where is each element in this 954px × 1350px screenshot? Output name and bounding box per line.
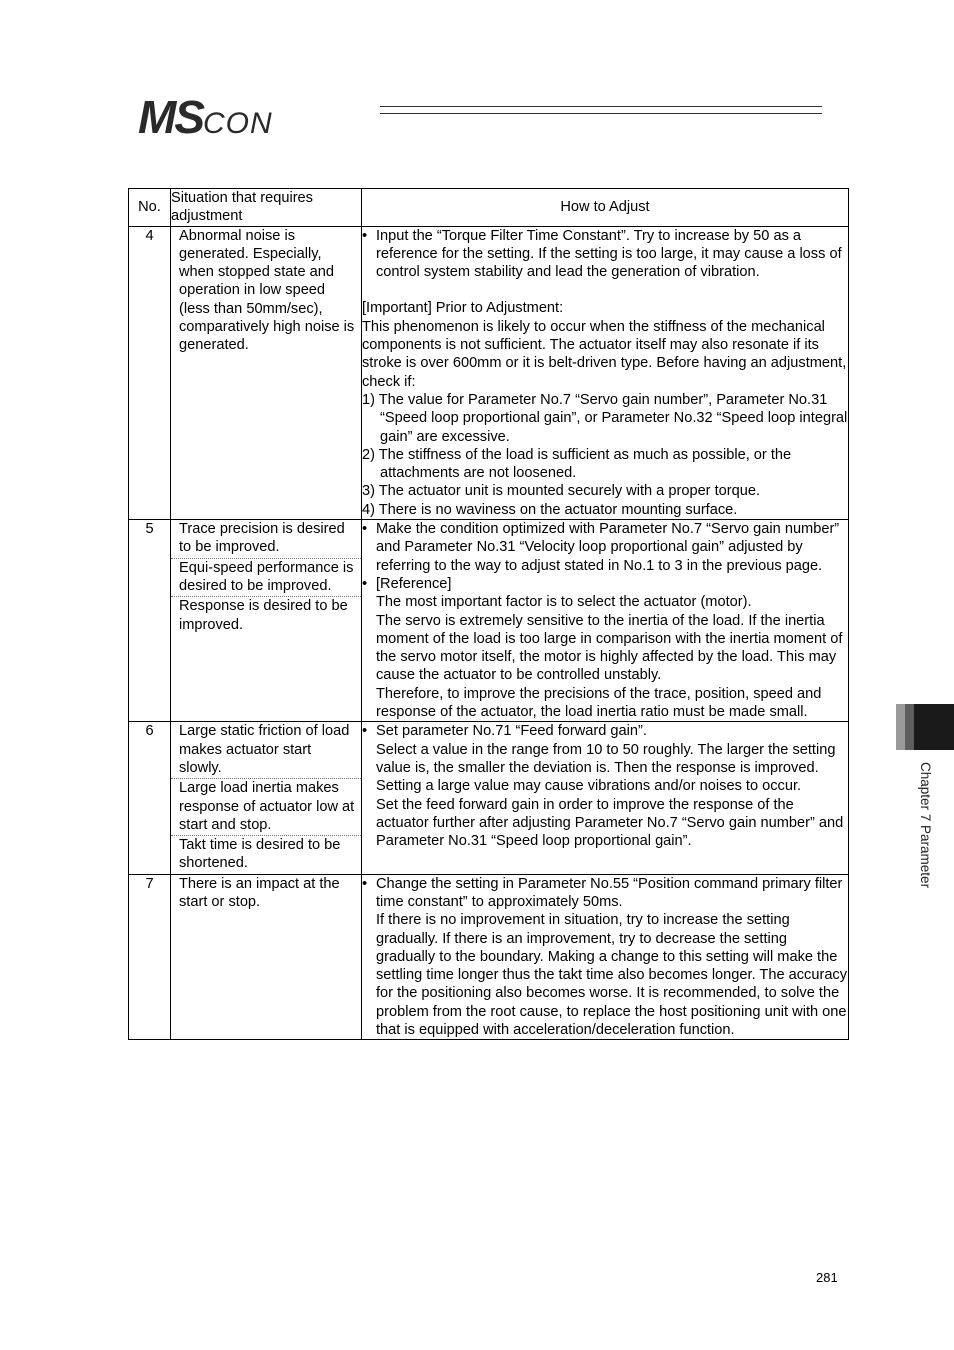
adjust-bullet: • Make the condition optimized with Parameter No.7 “Servo gain number” and Parameter No.31 “Velocity loop proportional gain” adjusted by referring to the way to adjust stated in No.1 to 3 in the previous page. — [362, 520, 848, 575]
situation-text: Large load inertia makes response of actuator low at start and stop. — [171, 778, 361, 835]
reference-line: The most important factor is to select the actuator (motor). — [376, 594, 752, 611]
situation-text: Trace precision is desired to be improved. — [179, 521, 345, 556]
important-title: [Important] Prior to Adjustment: — [362, 300, 564, 317]
situation-text: There is an impact at the start or stop. — [179, 875, 340, 910]
logo-ms: MS — [138, 91, 203, 143]
row-number: 5 — [129, 520, 171, 722]
situation-text: Abnormal noise is generated. Especially, when stopped state and operation in low speed (less than 50mm/sec), comparatively high noise is generated. — [179, 227, 355, 354]
situation-cell — [171, 226, 362, 519]
adjust-bullet: • Set parameter No.71 “Feed forward gain”. — [362, 722, 848, 740]
reference-title: • [Reference] — [376, 575, 452, 592]
row-number: 6 — [129, 722, 171, 874]
how-to-adjust-cell — [362, 722, 849, 874]
important-text: This phenomenon is likely to occur when the stiffness of the mechanical components is not sufficient. The actuator itself may also resonate if its stroke is over 600mm or it is belt-driven type. Before having an adjustment, check if: — [362, 318, 847, 390]
table-row — [129, 722, 849, 874]
situation-cell — [171, 722, 362, 874]
header-no: No. — [129, 189, 171, 227]
reference-line: The servo is extremely sensitive to the inertia of the load. If the inertia moment of the load is too large in comparison with the inertia moment of the servo motor itself, the motor is highly affected by the load. This may cause the actuator to be controlled unstably. — [376, 612, 843, 684]
row-number: 4 — [129, 226, 171, 519]
table-row — [129, 520, 849, 722]
chapter-tab-marker — [896, 704, 954, 750]
adjust-line: Set the feed forward gain in order to improve the response of the actuator further after adjusting Parameter No.7 “Servo gain number” and Parameter No.31 “Speed loop proportional gain”. — [376, 796, 844, 850]
adjust-line: Select a value in the range from 10 to 50 roughly. The larger the setting value is, the smaller the deviation is. Then the response is improved. — [376, 741, 836, 776]
header-rule-top — [380, 106, 822, 107]
table-header-row — [129, 189, 849, 227]
row-number: 7 — [129, 874, 171, 1040]
situation-text: Large static friction of load makes actuator start slowly. — [179, 723, 350, 776]
adjust-line: Setting a large value may cause vibrations and/or noises to occur. — [376, 778, 802, 795]
page-number: 281 — [816, 1270, 838, 1285]
situation-text: Equi-speed performance is desired to be improved. — [171, 558, 361, 597]
situation-cell — [171, 874, 362, 1040]
logo-con: CON — [203, 107, 273, 140]
situation-text: Takt time is desired to be shortened. — [171, 835, 361, 874]
mscon-logo — [138, 91, 273, 143]
situation-text: Response is desired to be improved. — [171, 596, 361, 635]
how-to-adjust-cell — [362, 226, 849, 519]
situation-cell — [171, 520, 362, 722]
check-item-4: 4) There is no waviness on the actuator mounting surface. — [362, 501, 738, 518]
how-to-adjust-cell — [362, 874, 849, 1040]
header-situation: Situation that requires adjustment — [171, 189, 362, 227]
adjust-line: If there is no improvement in situation, try to increase the setting gradually. If there is an improvement, try to decrease the setting gradually to the boundary. Making a change to this setting will make the settling time longer thus the takt time also becomes longer. The accuracy for the positioning also becomes worse. It is recommended, to solve the problem from the root cause, to replace the host positioning unit with one that is equipped with acceleration/deceleration function. — [376, 912, 848, 1039]
header-how-to-adjust: How to Adjust — [362, 189, 849, 227]
header-rule-bottom — [380, 113, 822, 114]
table-row — [129, 226, 849, 519]
adjust-bullet: • Input the “Torque Filter Time Constant”. Try to increase by 50 as a reference for the setting. If the setting is too large, it may cause a loss of control system stability and lead the generation of vibration. — [362, 227, 848, 282]
check-item-2: 2) The stiffness of the load is sufficient as much as possible, or the attachments are not loosened. — [362, 446, 792, 482]
table-row — [129, 874, 849, 1040]
how-to-adjust-cell — [362, 520, 849, 722]
check-item-1: 1) The value for Parameter No.7 “Servo gain number”, Parameter No.31 “Speed loop proportional gain”, or Parameter No.32 “Speed loop integral gain” are excessive. — [362, 391, 848, 445]
chapter-label: Chapter 7 Parameter — [918, 762, 933, 889]
check-item-3: 3) The actuator unit is mounted securely with a proper torque. — [362, 483, 761, 500]
reference-line: Therefore, to improve the precisions of the trace, position, speed and response of the actuator, the load inertia ratio must be made small. — [376, 685, 822, 721]
adjustment-table — [128, 188, 849, 1040]
adjust-bullet: • Change the setting in Parameter No.55 “Position command primary filter time constant” to approximately 50ms. — [362, 875, 848, 912]
